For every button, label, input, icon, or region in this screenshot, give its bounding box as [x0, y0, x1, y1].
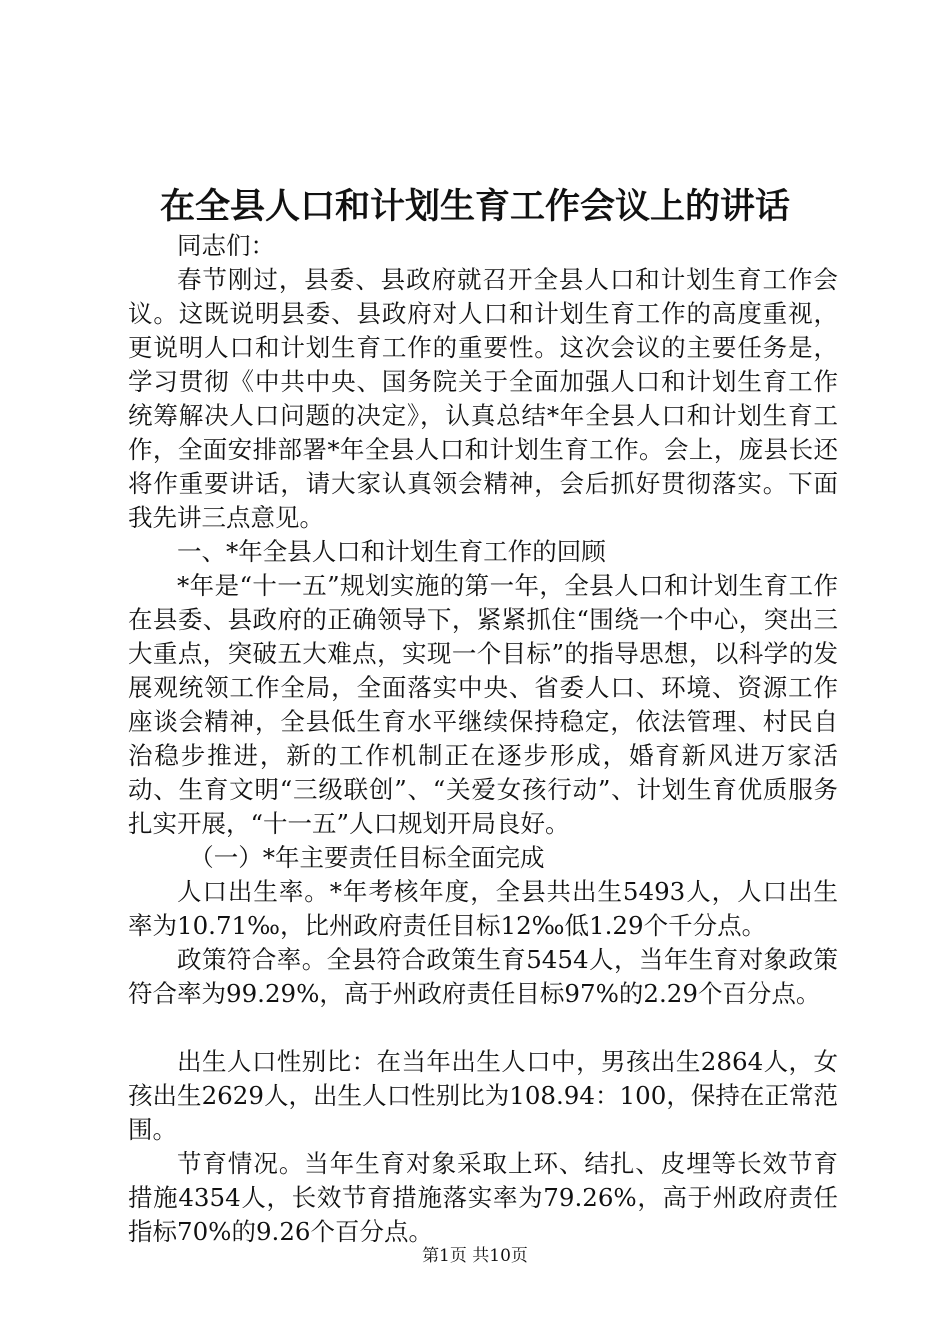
section-heading-1: 一、*年全县人口和计划生育工作的回顾	[177, 537, 606, 566]
policy-compliance-paragraph: 政策符合率。全县符合政策生育5454人，当年生育对象政策符合率为99.29%，高于州政府责任目标97%的2.29个百分点。	[128, 945, 838, 1008]
sex-ratio-paragraph: 出生人口性别比：在当年出生人口中，男孩出生2864人，女孩出生2629人，出生人口性别比为108.94：100，保持在正常范围。	[128, 1047, 838, 1144]
intro-paragraph: 春节刚过，县委、县政府就召开全县人口和计划生育工作会议。这既说明县委、县政府对人口和计划生育工作的高度重视，更说明人口和计划生育工作的重要性。这次会议的主要任务是，学习贯彻《中共中央、国务院关于全面加强人口和计划生育工作统筹解决人口问题的决定》，认真总结*年全县人口和计划生育工作，全面安排部署*年全县人口和计划生育工作。会上，庞县长还将作重要讲话，请大家认真领会精神，会后抓好贯彻落实。下面我先讲三点意见。	[128, 265, 838, 532]
document-title: 在全县人口和计划生育工作会议上的讲话	[159, 186, 790, 227]
birth-rate-paragraph: 人口出生率。*年考核年度，全县共出生5493人，人口出生率为10.71‰，比州政府责任目标12‰低1.29个千分点。	[128, 877, 838, 940]
review-paragraph: *年是“十一五”规划实施的第一年，全县人口和计划生育工作在县委、县政府的正确领导下，紧紧抓住“围绕一个中心，突出三大重点，突破五大难点，实现一个目标”的指导思想，以科学的发展观统领工作全局，全面落实中央、省委人口、环境、资源工作座谈会精神，全县低生育水平继续保持稳定，依法管理、村民自治稳步推进，新的工作机制正在逐步形成，婚育新风进万家活动、生育文明“三级联创”、“关爱女孩行动”、计划生育优质服务扎实开展，“十一五”人口规划开局良好。	[128, 571, 838, 838]
subsection-heading-1: （一）*年主要责任目标全面完成	[189, 843, 545, 872]
salutation: 同志们：	[177, 231, 275, 260]
document-body	[128, 229, 838, 1249]
page-footer: 第1页 共10页	[422, 1246, 528, 1266]
contraception-paragraph: 节育情况。当年生育对象采取上环、结扎、皮埋等长效节育措施4354人，长效节育措施落实率为79.26%，高于州政府责任指标70%的9.26个百分点。	[128, 1149, 838, 1246]
